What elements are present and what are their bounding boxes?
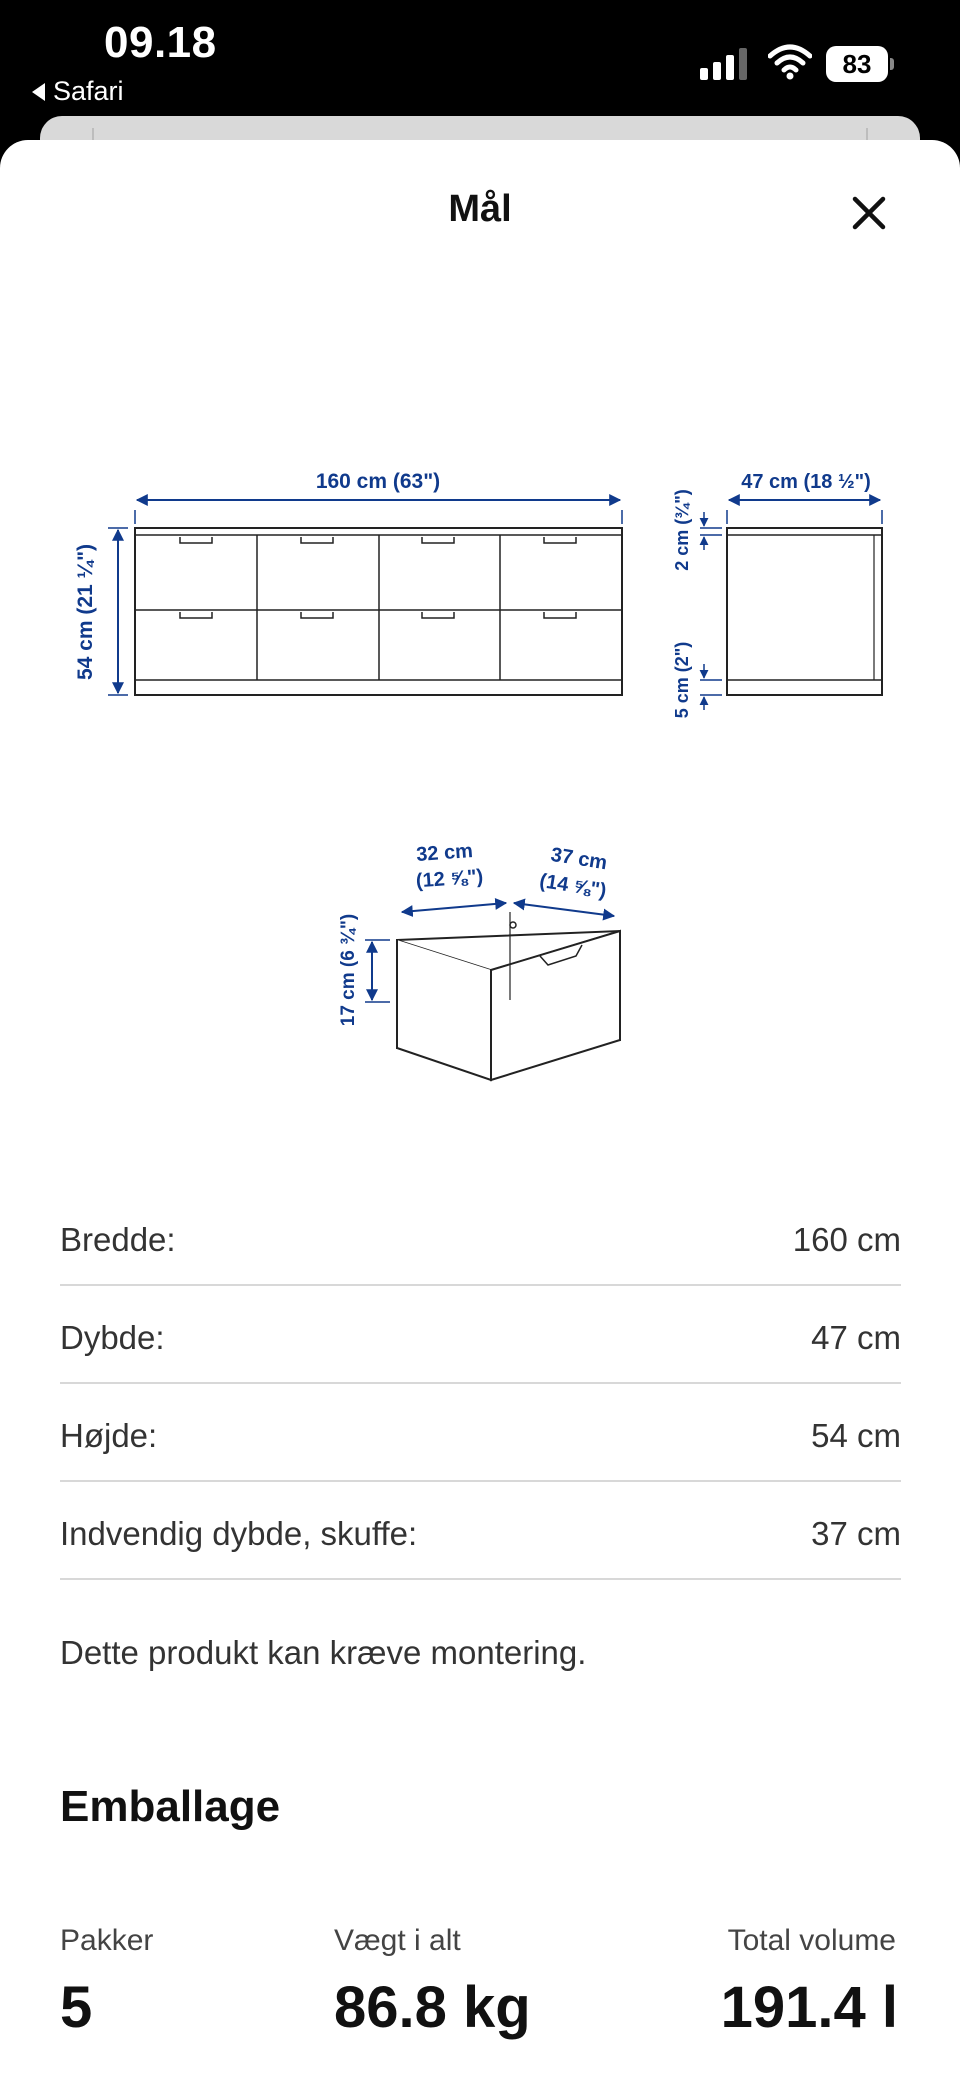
battery-level: 83 — [826, 46, 888, 82]
total-volume-value: 191.4 l — [720, 1975, 898, 2040]
total-weight-value: 86.8 kg — [334, 1975, 531, 2040]
total-weight-label: Vægt i alt — [334, 1924, 461, 1957]
side-bottom-gap-label: 5 cm (2") — [672, 641, 692, 719]
side-depth-label: 47 cm (18 ½") — [741, 471, 871, 493]
spec-label: Dybde: — [60, 1319, 165, 1356]
status-time: 09.18 — [104, 18, 217, 67]
spec-value: 37 cm — [811, 1515, 901, 1552]
spec-row-height — [60, 1384, 901, 1482]
total-volume-label: Total volume — [727, 1924, 896, 1957]
packages-label: Pakker — [60, 1924, 154, 1957]
spec-label: Højde: — [60, 1417, 158, 1454]
spec-label: Bredde: — [60, 1221, 176, 1258]
cellular-signal-icon — [700, 48, 752, 80]
front-view — [74, 470, 622, 695]
spec-row-width — [60, 1188, 901, 1286]
spec-value: 47 cm — [811, 1319, 901, 1356]
spec-row-depth — [60, 1286, 901, 1384]
dimensions-spec-list — [60, 1188, 901, 1580]
spec-value: 160 cm — [792, 1221, 901, 1258]
drawer-width-label: 32 cm — [415, 840, 474, 866]
wifi-icon — [768, 44, 812, 80]
back-to-safari-link[interactable] — [32, 76, 124, 107]
sheet-title: Mål — [448, 188, 512, 230]
packages-value: 5 — [60, 1975, 93, 2040]
back-app-label: Safari — [53, 76, 124, 106]
spec-value: 54 cm — [811, 1417, 901, 1454]
drawer-depth-inch-label: (14 ⅝") — [537, 869, 608, 903]
battery-icon — [826, 46, 894, 82]
front-height-label: 54 cm (21 ¼") — [74, 543, 97, 681]
side-top-gap-label: 2 cm (¾") — [672, 489, 692, 571]
packaging-heading: Emballage — [60, 1782, 281, 1831]
dimension-drawing — [0, 400, 960, 1220]
spec-row-drawer-depth — [60, 1482, 901, 1580]
dimensions-sheet — [0, 140, 960, 2078]
status-bar — [0, 0, 960, 120]
drawer-width-inch-label: (12 ⅝") — [415, 865, 484, 893]
drawer-depth-label: 37 cm — [549, 843, 609, 875]
drawer-height-label: 17 cm (6 ¾") — [338, 913, 359, 1027]
close-icon — [852, 196, 886, 230]
close-button[interactable] — [842, 186, 896, 240]
spec-label: Indvendig dybde, skuffe: — [60, 1515, 418, 1552]
drawer-view — [338, 840, 620, 1080]
side-view — [672, 471, 882, 718]
front-width-label: 160 cm (63") — [315, 470, 441, 493]
assembly-note: Dette produkt kan kræve montering. — [60, 1634, 587, 1671]
back-arrow-icon — [32, 83, 45, 101]
